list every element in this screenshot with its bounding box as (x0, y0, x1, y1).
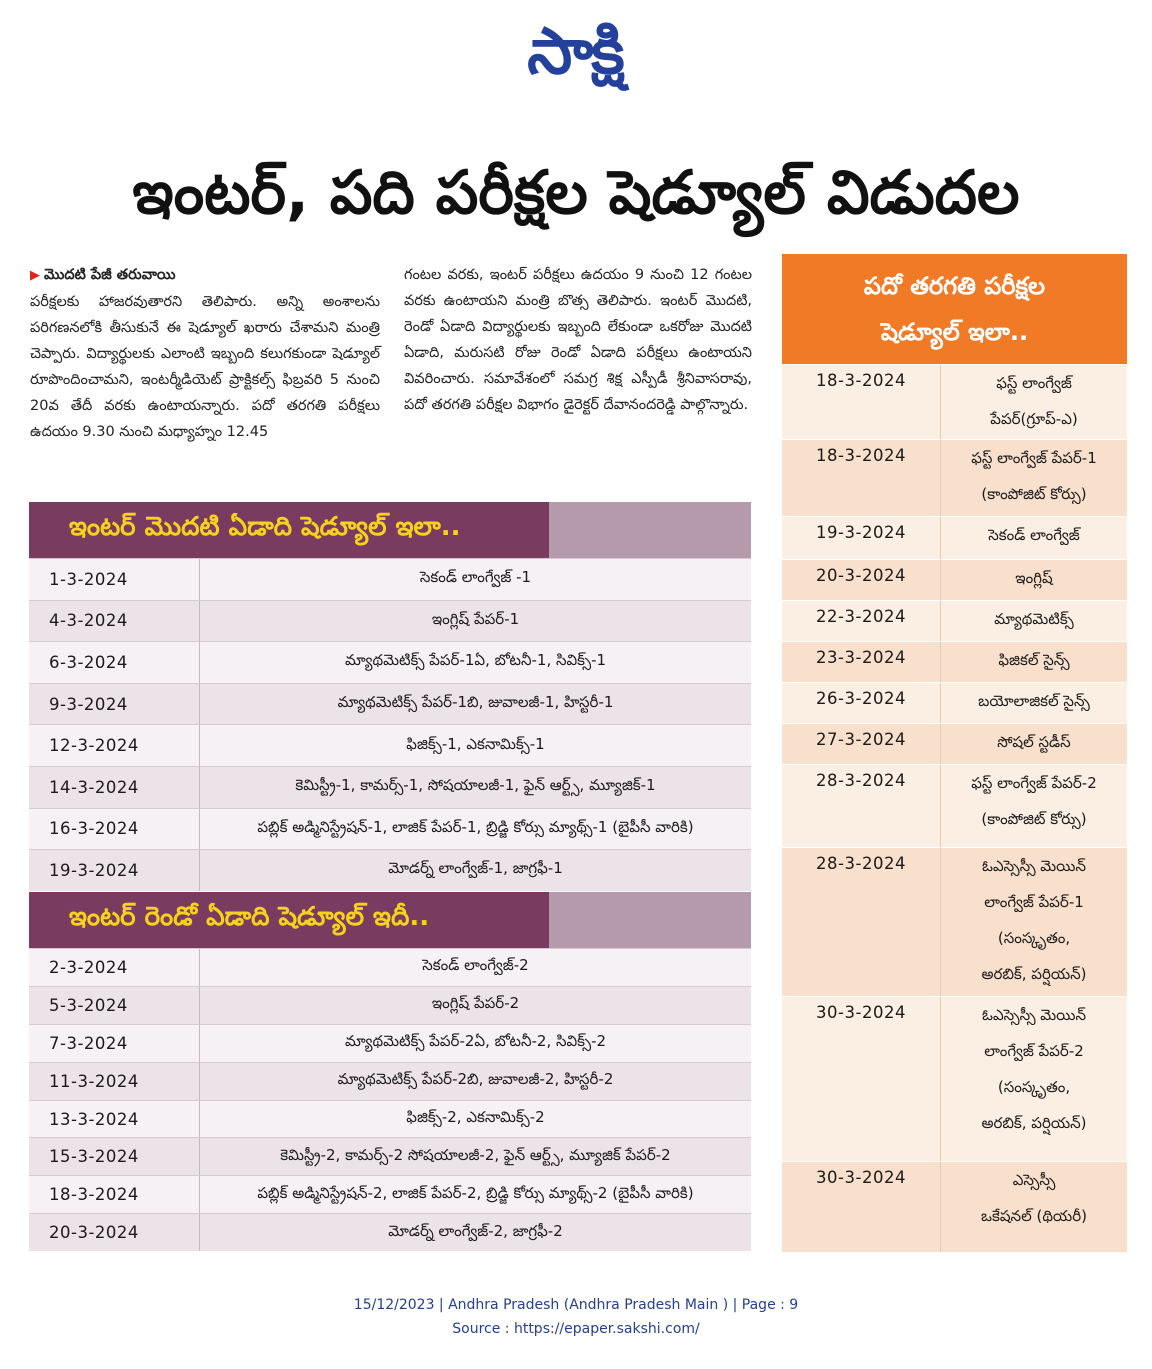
exam-subject: ఇంగ్లిష్ పేపర్-1 (431, 609, 520, 628)
ssc-exam-subject (941, 642, 1127, 682)
ssc-schedule-row (782, 559, 1127, 600)
ssc-exam-subject (941, 848, 1127, 996)
ssc-subject-line: ఫస్ట్ లాంగ్వేజ్ పేపర్-2 (971, 774, 1097, 792)
ssc-schedule-row (782, 764, 1127, 847)
ssc-subject-line: (సంస్కృతం, (997, 1078, 1071, 1096)
ssc-schedule-row (782, 364, 1127, 439)
ssc-subject-line: (కాంపోజిట్ కోర్సు) (981, 810, 1087, 828)
ssc-exam-subject (941, 440, 1127, 516)
continued-label-text: మొదటి పేజీ తరువాయి (44, 267, 176, 283)
ssc-subject-line: సెకండ్ లాంగ్వేజ్ (988, 526, 1080, 544)
inter-second-year-table (29, 892, 751, 1251)
exam-date: 7-3-2024 (29, 1025, 200, 1062)
ssc-exam-subject (941, 365, 1127, 439)
ssc-subject-line: లాంగ్వేజ్ పేపర్-2 (984, 1042, 1084, 1060)
ssc-subject-line: (కాంపోజిట్ కోర్సు) (981, 485, 1087, 503)
article-column-1 (30, 262, 380, 445)
schedule-row (29, 600, 751, 642)
schedule-row (29, 1137, 751, 1175)
schedule-row (29, 641, 751, 683)
ssc-subject-line: ఓఎస్సెస్సీ మెయిన్ (981, 857, 1086, 875)
ssc-exam-subject (941, 765, 1127, 847)
ssc-exam-date: 18-3-2024 (782, 440, 941, 516)
ssc-schedule-row (782, 682, 1127, 723)
exam-date: 15-3-2024 (29, 1138, 200, 1175)
ssc-exam-subject (941, 724, 1127, 764)
continued-label (30, 262, 380, 289)
footer-source: Source : https://epaper.sakshi.com/ (452, 1321, 700, 1337)
exam-subject: ఫిజిక్స్-1, ఎకనామిక్స్-1 (406, 734, 545, 753)
ssc-title (782, 254, 1127, 364)
ssc-exam-date: 30-3-2024 (782, 997, 941, 1161)
ssc-subject-line: ఇంగ్లిష్ (1015, 569, 1053, 587)
ssc-subject-line: బయోలాజికల్ సైన్స్ (978, 692, 1090, 710)
schedule-row (29, 1100, 751, 1138)
ssc-subject-line: ఫిజికల్ సైన్స్ (998, 651, 1070, 669)
ssc-exam-subject (941, 997, 1127, 1161)
exam-date: 14-3-2024 (29, 767, 200, 808)
ssc-schedule-row (782, 723, 1127, 764)
headline: ఇంటర్, పది పరీక్షల షెడ్యూల్ విడుదల (132, 158, 1020, 228)
ssc-exam-date: 23-3-2024 (782, 642, 941, 682)
ssc-subject-line: ఎస్సెస్సీ (1012, 1171, 1056, 1189)
footer-edition-info: 15/12/2023 | Andhra Pradesh (Andhra Pradesh Main ) | Page : 9 (353, 1297, 799, 1313)
ssc-schedule-table (782, 254, 1127, 1242)
ssc-exam-date: 19-3-2024 (782, 517, 941, 559)
exam-subject: పబ్లిక్ అడ్మినిస్ట్రేషన్-1, లాజిక్ పేపర్-1, బ్రిడ్జి కోర్సు మ్యాథ్స్-1 (బైపీసీ వారికి) (257, 817, 694, 836)
schedule-row (29, 986, 751, 1024)
exam-date: 18-3-2024 (29, 1176, 200, 1213)
exam-date: 19-3-2024 (29, 850, 200, 891)
ssc-subject-line: పేపర్(గ్రూప్-ఎ) (990, 410, 1078, 428)
ssc-subject-line: ఒకేషనల్ (థియరీ) (981, 1207, 1087, 1225)
exam-date: 13-3-2024 (29, 1101, 200, 1138)
exam-subject: మ్యాథమెటిక్స్ పేపర్-1ఏ, బోటనీ-1, సివిక్స్-1 (344, 651, 607, 670)
ssc-exam-subject (941, 683, 1127, 723)
ssc-subject-line: (సంస్కృతం, (997, 929, 1071, 947)
exam-subject: ఇంగ్లిష్ పేపర్-2 (431, 994, 520, 1013)
schedule-row (29, 948, 751, 986)
triangle-arrow-icon: ▶ (30, 268, 40, 283)
exam-subject: సెకండ్ లాంగ్వేజ్ -1 (419, 568, 532, 587)
schedule-row (29, 1213, 751, 1251)
exam-subject: మోడర్న్ లాంగ్వేజ్-1, జాగ్రఫీ-1 (388, 859, 563, 878)
inter-first-year-table (29, 502, 751, 891)
ssc-schedule-row (782, 600, 1127, 641)
ssc-exam-date: 18-3-2024 (782, 365, 941, 439)
schedule-row (29, 1062, 751, 1100)
ssc-subject-line: ఫస్ట్ లాంగ్వేజ్ పేపర్-1 (971, 449, 1097, 467)
exam-subject: కెమిస్ట్రీ-1, కామర్స్-1, సోషయాలజీ-1, ఫైన్ ఆర్ట్స్, మ్యూజిక్-1 (295, 776, 656, 795)
article-column-2 (404, 262, 752, 418)
ssc-exam-date: 20-3-2024 (782, 560, 941, 600)
schedule-row (29, 558, 751, 600)
ssc-rows (782, 364, 1127, 1252)
inter-first-year-rows (29, 558, 751, 891)
ssc-schedule-row (782, 516, 1127, 559)
schedule-row (29, 1024, 751, 1062)
ssc-exam-subject (941, 517, 1127, 559)
ssc-schedule-row (782, 439, 1127, 516)
sakshi-logo: సాక్షి (527, 14, 623, 89)
article-column-1-text: పరీక్షలకు హాజరవుతారని తెలిపారు. అన్ని అంశాలను పరిగణనలోకి తీసుకునే ఈ షెడ్యూల్ ఖరారు చేశామని మంత్రి చెప్పారు. విద్యార్థులకు ఎలాంటి ఇబ్బంది కలుగకుండా షెడ్యూల్ రూపొందించామని, ఇంటర్మీడియెట్ ప్రాక్టికల్స్ ఫిబ్రవరి 5 నుంచి 20వ తేదీ వరకు ఉంటాయన్నారు. పదో తరగతి పరీక్షలు ఉదయం 9.30 నుంచి మధ్యాహ్నం 12.45 (30, 294, 380, 440)
ssc-subject-line: అరబిక్, పర్షియన్) (981, 1114, 1087, 1132)
ssc-exam-date: 28-3-2024 (782, 765, 941, 847)
ssc-subject-line: సోషల్ స్టడీస్ (997, 733, 1071, 751)
schedule-row (29, 849, 751, 891)
exam-subject: పబ్లిక్ అడ్మినిస్ట్రేషన్-2, లాజిక్ పేపర్-2, బ్రిడ్జి కోర్సు మ్యాథ్స్-2 (బైపీసీ వారికి) (257, 1183, 694, 1202)
article-column-2-text: గంటల వరకు, ఇంటర్ పరీక్షలు ఉదయం 9 నుంచి 12 గంటల వరకు ఉంటాయని మంత్రి బొత్స తెలిపారు. ఇంటర్ మొదటి, రెండో ఏడాది విద్యార్థులకు ఇబ్బంది లేకుండా ఒకరోజు మొదటి ఏడాది, మరుసటి రోజు రెండో ఏడాది పరీక్షలు ఉంటాయని వివరించారు. సమావేశంలో సమగ్ర శిక్ష ఎస్పీడీ శ్రీనివాసరావు, పదో తరగతి పరీక్షల విభాగం డైరెక్టర్ దేవానందరెడ్డి పాల్గొన్నారు. (404, 267, 752, 413)
exam-date: 6-3-2024 (29, 642, 200, 683)
exam-subject: సెకండ్ లాంగ్వేజ్-2 (422, 956, 529, 975)
exam-date: 20-3-2024 (29, 1214, 200, 1251)
exam-subject: ఫిజిక్స్-2, ఎకనామిక్స్-2 (406, 1108, 545, 1126)
exam-date: 2-3-2024 (29, 949, 200, 986)
exam-subject: మ్యాథమెటిక్స్ పేపర్-2ఏ, బోటనీ-2, సివిక్స్-2 (344, 1032, 607, 1051)
ssc-title-line1: పదో తరగతి పరీక్షల (863, 272, 1046, 300)
ssc-subject-line: ఫస్ట్ లాంగ్వేజ్ (996, 374, 1072, 392)
ssc-title-line2: షెడ్యూల్ ఇలా.. (880, 318, 1029, 346)
exam-date: 16-3-2024 (29, 809, 200, 850)
schedule-row (29, 1175, 751, 1213)
ssc-exam-subject (941, 560, 1127, 600)
ssc-exam-date: 26-3-2024 (782, 683, 941, 723)
ssc-schedule-row (782, 641, 1127, 682)
ssc-exam-date: 27-3-2024 (782, 724, 941, 764)
exam-subject: మ్యాథమెటిక్స్ పేపర్-1బి, జువాలజీ-1, హిస్టరీ-1 (337, 693, 614, 712)
exam-subject: మోడర్న్ లాంగ్వేజ్-2, జాగ్రఫీ-2 (388, 1221, 563, 1240)
ssc-exam-subject (941, 1162, 1127, 1252)
ssc-exam-date: 28-3-2024 (782, 848, 941, 996)
ssc-schedule-row (782, 996, 1127, 1161)
schedule-row (29, 683, 751, 725)
ssc-schedule-row (782, 1161, 1127, 1252)
ssc-subject-line: లాంగ్వేజ్ పేపర్-1 (984, 893, 1084, 911)
schedule-row (29, 766, 751, 808)
schedule-row (29, 808, 751, 850)
inter-second-year-title: ఇంటర్ రెండో ఏడాది షెడ్యూల్ ఇదీ.. (29, 892, 751, 948)
exam-subject: మ్యాథమెటిక్స్ పేపర్-2బి, జువాలజీ-2, హిస్టరీ-2 (337, 1070, 614, 1089)
ssc-schedule-row (782, 847, 1127, 996)
inter-first-year-title: ఇంటర్ మొదటి ఏడాది షెడ్యూల్ ఇలా.. (29, 502, 751, 558)
ssc-subject-line: అరబిక్, పర్షియన్) (981, 965, 1087, 983)
ssc-subject-line: మ్యాథమెటిక్స్ (994, 610, 1074, 628)
exam-date: 5-3-2024 (29, 987, 200, 1024)
inter-second-year-rows (29, 948, 751, 1251)
exam-date: 12-3-2024 (29, 725, 200, 766)
ssc-exam-date: 22-3-2024 (782, 601, 941, 641)
exam-date: 9-3-2024 (29, 684, 200, 725)
ssc-subject-line: ఓఎస్సెస్సీ మెయిన్ (981, 1006, 1086, 1024)
schedule-row (29, 724, 751, 766)
exam-date: 11-3-2024 (29, 1063, 200, 1100)
ssc-exam-date: 30-3-2024 (782, 1162, 941, 1252)
exam-date: 4-3-2024 (29, 601, 200, 642)
exam-subject: కెమిస్ట్రీ-2, కామర్స్-2 సోషయాలజీ-2, ఫైన్ ఆర్ట్స్, మ్యూజిక్ పేపర్-2 (280, 1145, 671, 1164)
exam-date: 1-3-2024 (29, 559, 200, 600)
ssc-exam-subject (941, 601, 1127, 641)
